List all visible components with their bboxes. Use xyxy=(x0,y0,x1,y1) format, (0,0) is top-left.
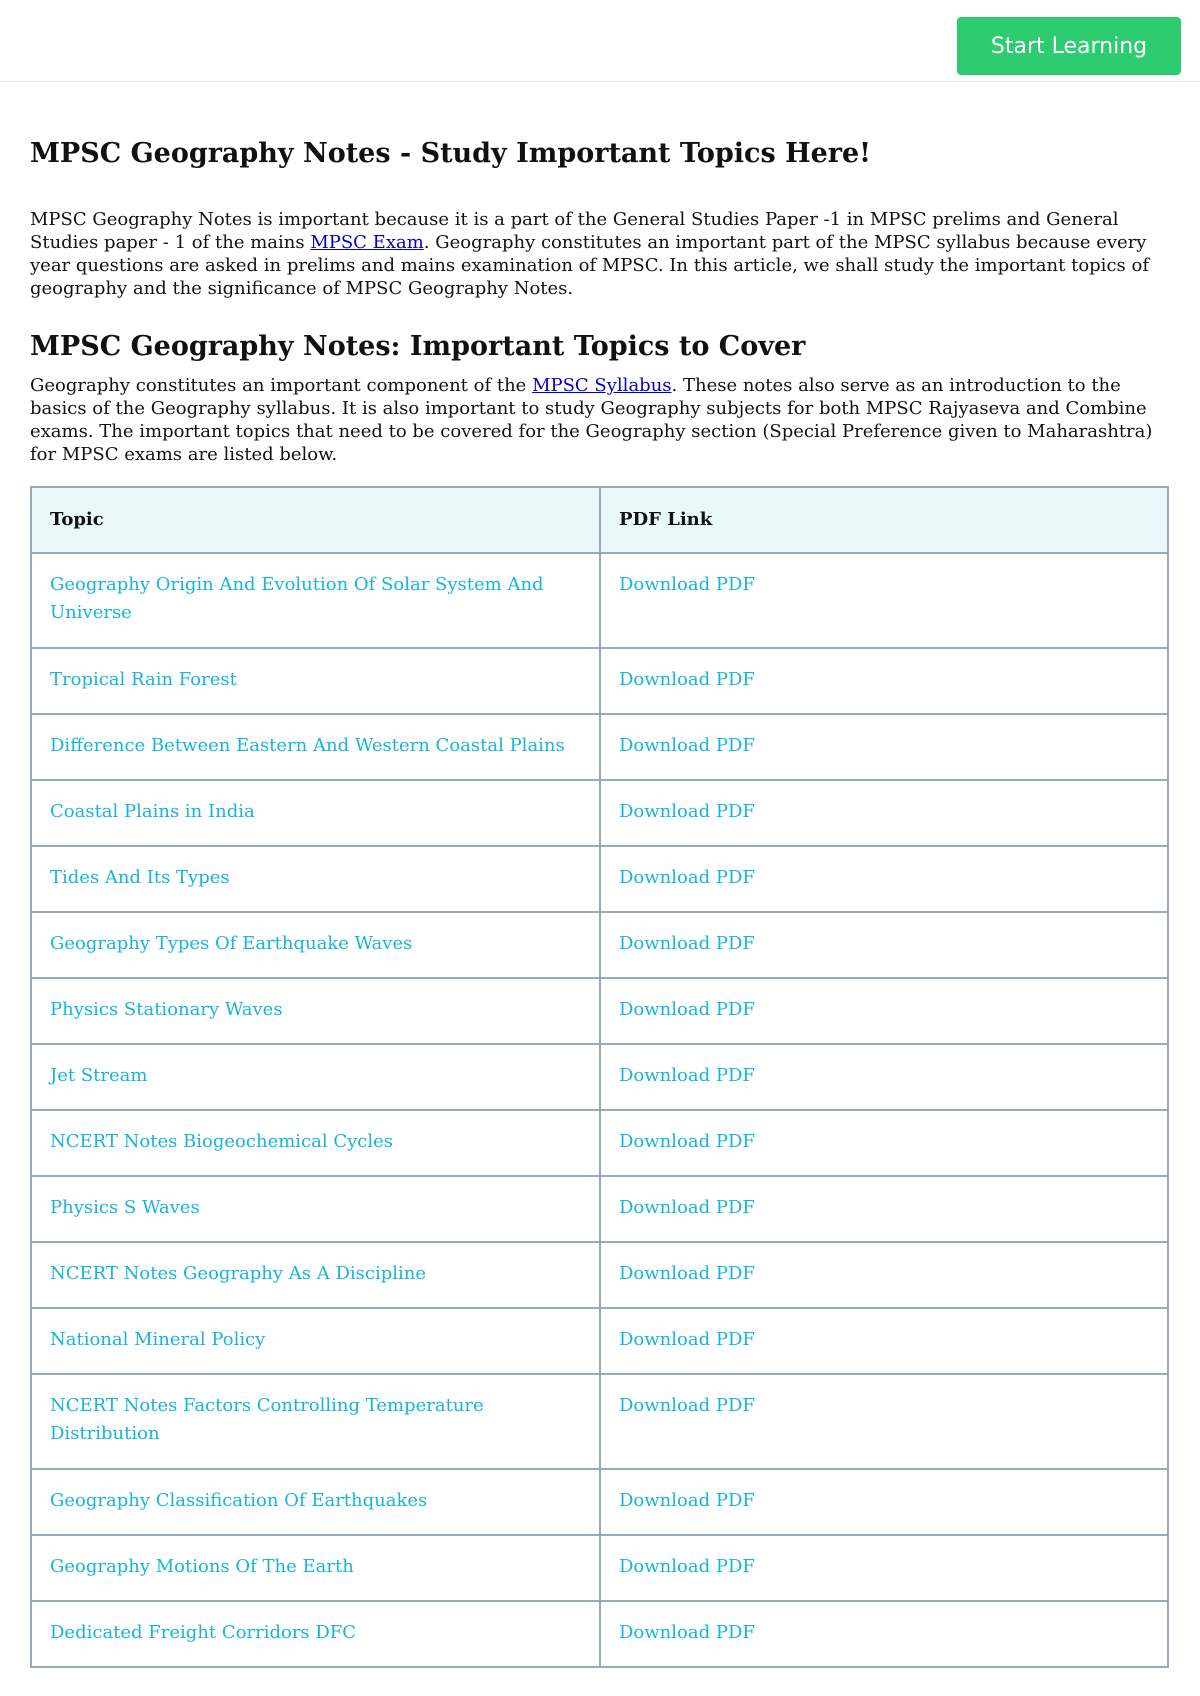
download-pdf-link[interactable]: Download PDF xyxy=(619,932,755,954)
download-pdf-link[interactable]: Download PDF xyxy=(619,1196,755,1218)
pdf-cell xyxy=(600,1242,1168,1308)
download-pdf-link[interactable]: Download PDF xyxy=(619,1064,755,1086)
intro-text-end: . Geography constitutes an important part of the MPSC syllabus because every year questions are asked in prelims and mains examination of MPSC. In this article, we shall study the important topics of geography and the significance of MPSC Geography Notes. xyxy=(30,232,1149,300)
topic-cell xyxy=(31,1535,600,1601)
topic-cell xyxy=(31,648,600,714)
topic-cell xyxy=(31,1374,600,1469)
download-pdf-link[interactable]: Download PDF xyxy=(619,668,755,690)
pdf-cell xyxy=(600,1469,1168,1535)
topic-cell xyxy=(31,1044,600,1110)
table-row xyxy=(31,1176,1168,1242)
topic-link[interactable]: Jet Stream xyxy=(50,1064,148,1086)
download-pdf-link[interactable]: Download PDF xyxy=(619,1621,755,1643)
topic-link[interactable]: Geography Motions Of The Earth xyxy=(50,1555,354,1577)
pdf-cell xyxy=(600,648,1168,714)
pdf-cell xyxy=(600,1176,1168,1242)
topics-table xyxy=(30,486,1169,1668)
topic-cell xyxy=(31,780,600,846)
download-pdf-link[interactable]: Download PDF xyxy=(619,573,755,595)
top-bar xyxy=(0,0,1200,82)
section-text-start: Geography constitutes an important component of the xyxy=(30,374,533,396)
table-row xyxy=(31,1110,1168,1176)
section-title: MPSC Geography Notes: Important Topics to Cover xyxy=(30,331,806,363)
topic-cell xyxy=(31,553,600,648)
topic-cell xyxy=(31,1176,600,1242)
pdf-cell xyxy=(600,912,1168,978)
pdf-cell xyxy=(600,1308,1168,1374)
intro-text-start: MPSC Geography Notes is important because it is a part of the General Studies Paper -1 in MPSC prelims and General Studies paper - 1 of the mains xyxy=(30,209,1119,254)
topic-link[interactable]: Geography Classification Of Earthquakes xyxy=(50,1489,428,1511)
table-row xyxy=(31,978,1168,1044)
topic-column-header: Topic xyxy=(31,487,600,553)
topic-cell xyxy=(31,846,600,912)
page-title: MPSC Geography Notes - Study Important Topics Here! xyxy=(30,138,872,169)
pdf-cell xyxy=(600,846,1168,912)
section-paragraph xyxy=(30,374,1170,466)
topic-link[interactable]: Physics Stationary Waves xyxy=(50,998,283,1020)
mpsc-syllabus-link[interactable]: MPSC Syllabus xyxy=(532,374,672,396)
article xyxy=(0,138,1200,1668)
topic-link[interactable]: Tropical Rain Forest xyxy=(50,668,237,690)
topic-cell xyxy=(31,912,600,978)
topic-cell xyxy=(31,1601,600,1667)
topic-link[interactable]: Difference Between Eastern And Western Coastal Plains xyxy=(50,734,565,756)
topic-cell xyxy=(31,1469,600,1535)
pdf-cell xyxy=(600,780,1168,846)
topic-link[interactable]: Physics S Waves xyxy=(50,1196,200,1218)
table-row xyxy=(31,648,1168,714)
table-header-row xyxy=(31,487,1168,553)
download-pdf-link[interactable]: Download PDF xyxy=(619,1130,755,1152)
download-pdf-link[interactable]: Download PDF xyxy=(619,1394,755,1416)
mpsc-exam-link[interactable]: MPSC Exam xyxy=(310,232,424,254)
topic-link[interactable]: NCERT Notes Geography As A Discipline xyxy=(50,1262,427,1284)
topic-link[interactable]: Dedicated Freight Corridors DFC xyxy=(50,1621,357,1643)
download-pdf-link[interactable]: Download PDF xyxy=(619,1555,755,1577)
download-pdf-link[interactable]: Download PDF xyxy=(619,998,755,1020)
table-row xyxy=(31,912,1168,978)
topic-link[interactable]: Tides And Its Types xyxy=(50,866,230,888)
download-pdf-link[interactable]: Download PDF xyxy=(619,1489,755,1511)
table-row xyxy=(31,1374,1168,1469)
table-row xyxy=(31,1535,1168,1601)
intro-paragraph xyxy=(30,208,1170,300)
topic-link[interactable]: Coastal Plains in India xyxy=(50,800,255,822)
download-pdf-link[interactable]: Download PDF xyxy=(619,1328,755,1350)
table-row xyxy=(31,1044,1168,1110)
download-pdf-link[interactable]: Download PDF xyxy=(619,866,755,888)
table-row xyxy=(31,1242,1168,1308)
section-text-end: . These notes also serve as an introduction to the basics of the Geography syllabus. It is also important to study Geography subjects for both MPSC Rajyaseva and Combine exams. The important topics that need to be covered for the Geography section (Special Preference given to Maharashtra) for MPSC exams are listed below. xyxy=(30,374,1153,465)
table-row xyxy=(31,1308,1168,1374)
pdf-cell xyxy=(600,714,1168,780)
topic-cell xyxy=(31,714,600,780)
pdf-cell xyxy=(600,1110,1168,1176)
table-row xyxy=(31,1601,1168,1667)
topic-link[interactable]: Geography Origin And Evolution Of Solar System And Universe xyxy=(50,573,544,623)
table-row xyxy=(31,714,1168,780)
pdf-cell xyxy=(600,1535,1168,1601)
topic-link[interactable]: NCERT Notes Biogeochemical Cycles xyxy=(50,1130,394,1152)
topic-link[interactable]: Geography Types Of Earthquake Waves xyxy=(50,932,413,954)
pdf-cell xyxy=(600,1374,1168,1469)
topic-link[interactable]: National Mineral Policy xyxy=(50,1328,266,1350)
start-learning-button[interactable]: Start Learning xyxy=(957,17,1181,75)
table-row xyxy=(31,846,1168,912)
pdf-cell xyxy=(600,1044,1168,1110)
topic-cell xyxy=(31,978,600,1044)
pdf-link-column-header: PDF Link xyxy=(600,487,1168,553)
pdf-cell xyxy=(600,553,1168,648)
pdf-cell xyxy=(600,1601,1168,1667)
download-pdf-link[interactable]: Download PDF xyxy=(619,800,755,822)
download-pdf-link[interactable]: Download PDF xyxy=(619,734,755,756)
table-row xyxy=(31,553,1168,648)
topic-cell xyxy=(31,1242,600,1308)
table-row xyxy=(31,1469,1168,1535)
download-pdf-link[interactable]: Download PDF xyxy=(619,1262,755,1284)
table-row xyxy=(31,780,1168,846)
topic-cell xyxy=(31,1110,600,1176)
pdf-cell xyxy=(600,978,1168,1044)
topic-cell xyxy=(31,1308,600,1374)
topic-link[interactable]: NCERT Notes Factors Controlling Temperature Distribution xyxy=(50,1394,484,1444)
